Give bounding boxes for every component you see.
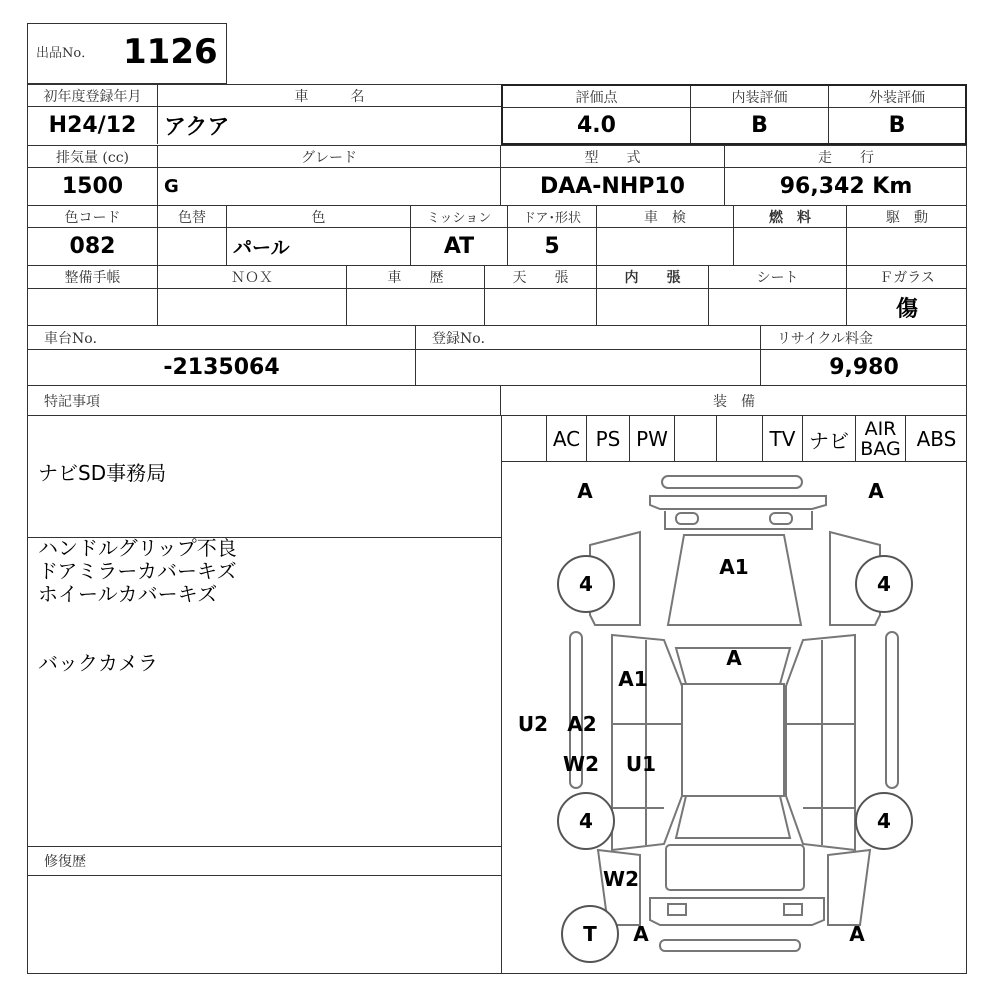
fuel-label: 燃 料 [734, 206, 847, 228]
roof-rear [676, 796, 790, 838]
mark-left-side-u2: U2 [517, 712, 549, 736]
roof [682, 684, 784, 796]
mission-value: AT [411, 228, 508, 265]
hood [668, 535, 801, 625]
chassis-number-label: 車台No． [28, 326, 416, 350]
mark-left-front-door: A1 [618, 667, 648, 691]
lot-number-box [27, 23, 227, 84]
fuel-value [734, 228, 847, 265]
mission-label: ミッション [411, 206, 508, 228]
color-value: パール [227, 228, 411, 265]
nox-label: ＮＯＸ [158, 266, 347, 289]
recycle-fee-value: 9,980 [829, 355, 899, 380]
maintenance-label: 整備手帳 [28, 266, 158, 289]
score-label: 評価点 [503, 86, 691, 108]
history-label: 車 歴 [347, 266, 485, 289]
front-bumper [650, 496, 826, 509]
front-lamp-left [676, 513, 698, 524]
interior-grade-label: 内装評価 [691, 86, 829, 108]
equipment-ac: AC [547, 416, 587, 462]
registration-number-label: 登録No． [416, 326, 761, 350]
interior-grade-value: B [691, 108, 829, 143]
spare-tire-value: T [583, 922, 597, 946]
mark-rear-w2: W2 [603, 867, 639, 891]
rear-lamp-left [668, 904, 686, 915]
door-value: 5 [508, 228, 597, 265]
interior-trim-value [597, 289, 709, 325]
seat-value [709, 289, 847, 325]
mileage-label: 走 行 [725, 146, 967, 168]
lot-number-value: 1126 [123, 32, 218, 72]
model-value: DAA-NHP10 [501, 168, 725, 205]
equipment-navi: ナビ [803, 416, 856, 462]
nox-value [158, 289, 347, 325]
first-registration-label: 初年度登録年月 [28, 85, 158, 107]
equipment-tv: TV [763, 416, 803, 462]
rear-lamp-right [784, 904, 802, 915]
front-glass-value: 傷 [895, 296, 918, 322]
equipment-airbag: AIR BAG [856, 416, 906, 462]
remarks-bottom-text: ハンドルグリップ不良 ドアミラーカバーキズ ホイールカバーキズ バックカメラ [38, 536, 237, 675]
color-label: 色 [227, 206, 411, 228]
remarks-label: 特記事項 [28, 386, 501, 416]
registration-number-value [416, 350, 761, 385]
history-value [347, 289, 485, 325]
equipment-blank [675, 416, 717, 462]
displacement-label: 排気量 (cc) [28, 146, 158, 168]
rear-bumper-bottom-bar [660, 940, 800, 951]
exterior-grade-value: B [888, 113, 906, 138]
tire-front-right-value: 4 [877, 572, 891, 596]
rear-fender-right [828, 850, 870, 925]
car-name-value: アクア [164, 115, 230, 140]
color-change-label: 色替 [158, 206, 227, 228]
tire-rear-right-value: 4 [877, 809, 891, 833]
tire-rear-left-value: 4 [579, 809, 593, 833]
mark-rear-bumper-left: A [633, 922, 649, 946]
roof-lining-label: 天 張 [485, 266, 597, 289]
mark-left-side-u1: U1 [625, 752, 657, 776]
door-label: ドア･形状 [508, 206, 597, 228]
equipment-row [502, 416, 967, 462]
right-sill [886, 632, 898, 788]
seat-label: シート [709, 266, 847, 289]
equipment-blank [717, 416, 763, 462]
lot-number-label: 出品No． [36, 46, 95, 61]
trunk [666, 845, 804, 890]
repair-history-label: 修復歴 [28, 847, 501, 876]
mark-windshield: A1 [719, 555, 749, 579]
mark-left-side-a2: A2 [567, 712, 597, 736]
equipment-pw: PW [630, 416, 675, 462]
inspection-value [597, 228, 734, 265]
rear-bumper [650, 898, 824, 925]
right-body-side [786, 635, 855, 850]
equipment-abs: ABS [916, 427, 957, 451]
equipment-ps: PS [587, 416, 630, 462]
remarks-top-text: ナビSD事務局 [38, 461, 167, 485]
equipment-blank [502, 416, 547, 462]
tire-front-left-value: 4 [579, 572, 593, 596]
drive-value [847, 228, 967, 265]
maintenance-value [28, 289, 158, 325]
front-bumper-top-bar [662, 476, 802, 488]
grade-value: G [158, 168, 501, 205]
mark-left-side-w2: W2 [563, 752, 599, 776]
model-label: 型 式 [501, 146, 725, 168]
interior-trim-label: 内 張 [597, 266, 709, 289]
front-lamp-right [770, 513, 792, 524]
car-name-label: 車 名 [158, 85, 501, 107]
front-glass-label: Ｆガラス [847, 266, 967, 289]
color-code-value: 082 [28, 228, 158, 265]
inspection-label: 車 検 [597, 206, 734, 228]
mark-front-bumper-right: A [868, 479, 884, 503]
roof-lining-value [485, 289, 597, 325]
recycle-fee-label: リサイクル料金 [761, 326, 967, 350]
drive-label: 駆 動 [847, 206, 967, 228]
equipment-label: 装 備 [501, 386, 967, 416]
displacement-value: 1500 [28, 168, 158, 205]
mark-front-bumper-left: A [577, 479, 593, 503]
grade-label: グレード [158, 146, 501, 168]
color-change-value [158, 228, 227, 265]
mileage-value: 96,342 Km [779, 174, 913, 199]
first-registration-value: H24/12 [28, 107, 158, 144]
chassis-number-value: -2135064 [28, 350, 416, 385]
mark-roof: A [726, 646, 742, 670]
color-code-label: 色コード [28, 206, 158, 228]
mark-rear-bumper-right: A [849, 922, 865, 946]
score-value: 4.0 [503, 108, 691, 143]
exterior-grade-label: 外装評価 [829, 86, 965, 108]
